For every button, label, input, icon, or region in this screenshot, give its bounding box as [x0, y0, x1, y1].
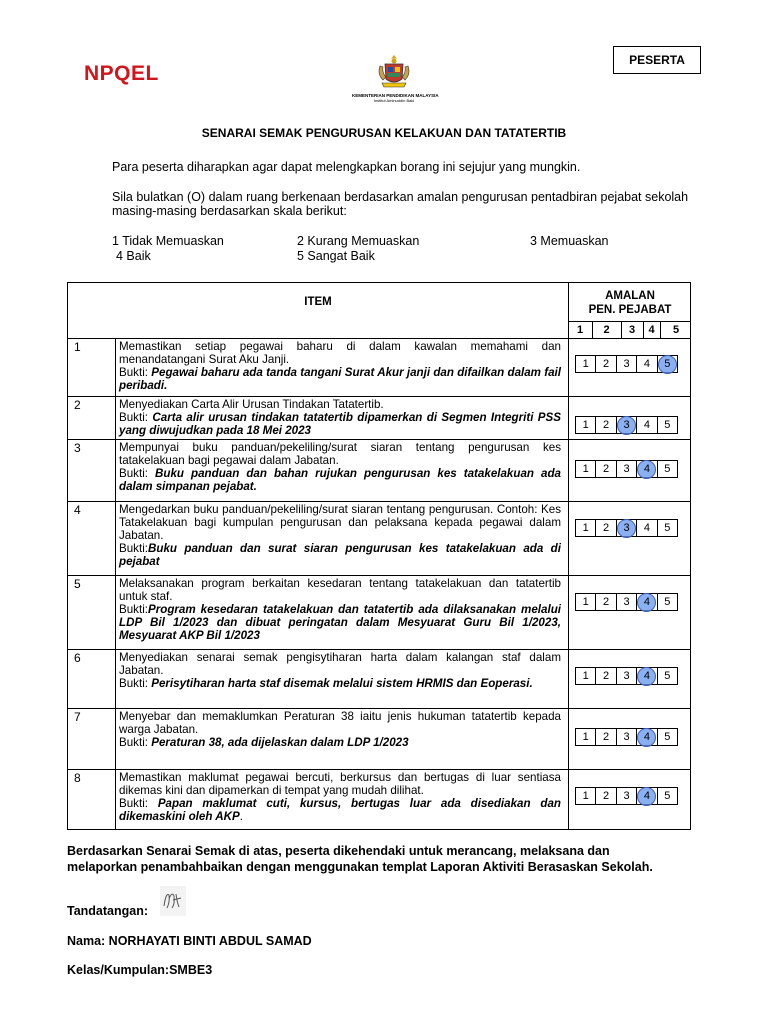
signature-label: Tandatangan:: [67, 904, 149, 918]
rating-option-label: 3: [623, 790, 630, 802]
rating-option-2[interactable]: [595, 461, 615, 477]
participant-class: Kelas/Kumpulan:SMBE3: [67, 963, 213, 977]
scale-3: 3 Memuaskan: [530, 234, 609, 248]
peserta-badge: PESERTA: [613, 46, 701, 74]
row-number: 1: [74, 340, 81, 354]
rating-scale: [575, 519, 678, 537]
row-description: Menyediakan Carta Alir Urusan Tindakan Tatatertib. Bukti: Carta alir urusan tindakan tatatertib dipamerkan di Segmen Integriti PSS yang diwujudkan pada 18 Mei 2023: [119, 398, 562, 437]
rating-option-2[interactable]: [595, 356, 615, 372]
rating-option-4[interactable]: [636, 356, 656, 372]
rating-option-5[interactable]: [657, 788, 677, 804]
rating-option-5[interactable]: [657, 356, 677, 372]
rating-option-3[interactable]: [616, 520, 636, 536]
rating-option-label: 3: [623, 522, 630, 534]
row-evidence: Buku panduan dan bahan rujukan pengurusan kes tatakelakuan ada dalam simpanan pejabat.: [119, 467, 561, 493]
rating-option-1[interactable]: [576, 520, 595, 536]
rating-option-1[interactable]: [576, 729, 595, 745]
rating-option-5[interactable]: [657, 461, 677, 477]
scale-5: 5 Sangat Baik: [297, 249, 375, 263]
header-scale-4: 4: [648, 324, 655, 336]
rating-option-2[interactable]: [595, 594, 615, 610]
row-number: 7: [74, 710, 81, 724]
rating-option-label: 5: [664, 670, 671, 682]
header-pen-pejabat: PEN. PEJABAT: [588, 304, 672, 316]
rating-option-5[interactable]: [657, 594, 677, 610]
row-number: 6: [74, 651, 81, 665]
rating-option-2[interactable]: [595, 520, 615, 536]
rating-option-label: 5: [664, 731, 671, 743]
rating-option-3[interactable]: [616, 417, 636, 433]
rating-option-label: 3: [623, 670, 630, 682]
rating-option-label: 3: [623, 596, 630, 608]
rating-scale: [575, 667, 678, 685]
rating-option-label: 1: [582, 522, 589, 534]
rating-option-label: 5: [664, 522, 671, 534]
row-evidence: Papan maklumat cuti, kursus, bertugas luar ada disediakan dan dikemaskini oleh AKP: [119, 797, 561, 823]
rating-option-label: 5: [664, 790, 671, 802]
rating-option-label: 1: [582, 596, 589, 608]
rating-option-3[interactable]: [616, 729, 636, 745]
row-number: 2: [74, 398, 81, 412]
rating-scale: [575, 416, 678, 434]
rating-scale: [575, 355, 678, 373]
rating-option-3[interactable]: [616, 668, 636, 684]
rating-option-label: 3: [623, 463, 630, 475]
participant-name: Nama: NORHAYATI BINTI ABDUL SAMAD: [67, 934, 312, 948]
rating-option-1[interactable]: [576, 788, 595, 804]
rating-option-label: 2: [603, 358, 610, 370]
crest-caption: KEMENTERIAN PENDIDIKAN MALAYSIA: [352, 93, 439, 98]
rating-option-3[interactable]: [616, 594, 636, 610]
row-evidence: Carta alir urusan tindakan tatatertib dipamerkan di Segmen Integriti PSS yang diwujudkan pada 18 Mei 2023: [119, 411, 562, 437]
rating-option-label: 4: [643, 358, 650, 370]
rating-option-label: 4: [643, 419, 650, 431]
rating-option-label: 2: [603, 463, 610, 475]
rating-option-label: 5: [664, 358, 671, 370]
header-scale-1: 1: [576, 324, 584, 336]
row-evidence: Pegawai baharu ada tanda tangani Surat Akur janji dan difailkan dalam fail peribadi.: [119, 366, 562, 392]
row-evidence: Program kesedaran tatakelakuan dan tatatertib ada dilaksanakan melalui LDP Bil 1/2023 dan dibuat peringatan dalam Mesyuarat Guru Bil 1/2023, Mesyuarat AKP Bil 1/2023: [119, 603, 561, 642]
rating-option-label: 4: [643, 522, 650, 534]
row-description: Menyediakan senarai semak pengisytiharan harta dalam kalangan staf dalam Jabatan. Bukti: Perisytiharan harta staf disemak melalui sistem HRMIS dan Eoperasi.: [119, 651, 561, 690]
row-description: Menyebar dan memaklumkan Peraturan 38 iaitu jenis hukuman tatatertib kepada warga Jabatan. Bukti: Peraturan 38, ada dijelaskan dalam LDP 1/2023: [119, 710, 561, 749]
rating-option-2[interactable]: [595, 788, 615, 804]
rating-option-label: 1: [582, 463, 589, 475]
rating-option-3[interactable]: [616, 356, 636, 372]
rating-option-label: 5: [664, 596, 671, 608]
signature-image: [160, 886, 186, 916]
row-number: 4: [74, 503, 81, 517]
rating-scale: [575, 460, 678, 478]
rating-option-4[interactable]: [636, 520, 656, 536]
rating-option-5[interactable]: [657, 668, 677, 684]
rating-option-label: 4: [643, 790, 650, 802]
rating-option-1[interactable]: [576, 594, 595, 610]
scale-2: 2 Kurang Memuaskan: [297, 234, 420, 248]
rating-option-label: 5: [664, 463, 671, 475]
rating-option-label: 1: [582, 358, 589, 370]
row-description: Melaksanakan program berkaitan kesedaran tentang tatakelakuan dan tatatertib untuk staf. Bukti:Program kesedaran tatakelakuan dan tatatertib ada dilaksanakan melalui LDP Bil 1/2023 dan dibuat peringatan dalam Mesyuarat Guru Bil 1/2023, Mesyuarat AKP Bil 1/2023: [119, 577, 561, 642]
row-number: 3: [74, 441, 81, 455]
row-number: 5: [74, 577, 81, 591]
checklist-table: [67, 282, 691, 830]
row-description: Mempunyai buku panduan/pekeliling/surat siaran tentang pengurusan kes tatakelakuan bagi pegawai dalam Jabatan. Bukti: Buku panduan dan bahan rujukan pengurusan kes tatakelakuan ada dalam simpanan pejabat.: [119, 441, 561, 493]
rating-option-label: 2: [603, 522, 610, 534]
npqel-logo: NPQEL: [84, 62, 159, 85]
rating-option-5[interactable]: [657, 729, 677, 745]
row-evidence: Peraturan 38, ada dijelaskan dalam LDP 1/2023: [151, 736, 409, 749]
rating-option-label: 4: [643, 463, 650, 475]
rating-option-1[interactable]: [576, 461, 595, 477]
rating-option-label: 2: [603, 670, 610, 682]
rating-option-4[interactable]: [636, 788, 656, 804]
rating-option-4[interactable]: [636, 594, 656, 610]
row-evidence: Buku panduan dan surat siaran pengurusan kes tatakelakuan ada di pejabat: [119, 542, 561, 568]
rating-option-5[interactable]: [657, 520, 677, 536]
footer-note: Berdasarkan Senarai Semak di atas, peserta dikehendaki untuk merancang, melaksana dan melaporkan penambahbaikan dengan menggunakan templat Laporan Aktiviti Berasaskan Sekolah.: [67, 844, 653, 874]
rating-scale: [575, 728, 678, 746]
rating-option-5[interactable]: [657, 417, 677, 433]
rating-option-2[interactable]: [595, 668, 615, 684]
scale-4: 4 Baik: [116, 249, 151, 263]
crest-subcaption: Institut Aminuddin Baki: [373, 98, 415, 103]
rating-option-2[interactable]: [595, 729, 615, 745]
row-description: Memastikan setiap pegawai baharu di dalam kawalan memahami dan menandatangani Surat Aku Janji. Bukti: Pegawai baharu ada tanda tangani Surat Akur janji dan difailkan dalam fail peribadi.: [119, 340, 562, 392]
header-scale-2: 2: [603, 324, 610, 336]
rating-option-label: 4: [643, 596, 650, 608]
rating-option-label: 4: [643, 731, 650, 743]
scale-1: 1 Tidak Memuaskan: [112, 234, 224, 248]
header-scale-3: 3: [628, 324, 636, 336]
row-evidence: Perisytiharan harta staf disemak melalui sistem HRMIS dan Eoperasi.: [151, 677, 533, 690]
row-description: Memastikan maklumat pegawai bercuti, berkursus dan bertugas di luar sentiasa dikemas kini dan dipamerkan di tempat yang mudah dilihat. Bukti: Papan maklumat cuti, kursus, bertugas luar ada disediakan dan dikemaskini oleh AKP.: [119, 771, 561, 823]
rating-option-3[interactable]: [616, 461, 636, 477]
header-scale-5: 5: [672, 324, 680, 336]
crest-emblem-icon: [374, 52, 414, 92]
intro-paragraph-1: Para peserta diharapkan agar dapat melengkapkan borang ini sejujur yang mungkin.: [112, 160, 581, 174]
header-amalan: AMALAN: [605, 290, 655, 302]
rating-option-label: 4: [643, 670, 650, 682]
rating-option-label: 2: [603, 731, 610, 743]
page-title: SENARAI SEMAK PENGURUSAN KELAKUAN DAN TATATERTIB: [201, 126, 567, 140]
rating-option-1[interactable]: [576, 356, 595, 372]
row-description: Mengedarkan buku panduan/pekeliling/surat siaran tentang pengurusan. Contoh: Kes Tatakelakuan bagi kumpulan pengurusan dan pelaksana kepada pegawai dalam Jabatan. Bukti:Buku panduan dan surat siaran pengurusan kes tatakelakuan ada di pejabat: [119, 503, 561, 568]
rating-option-4[interactable]: [636, 461, 656, 477]
rating-option-4[interactable]: [636, 668, 656, 684]
rating-option-1[interactable]: [576, 417, 595, 433]
rating-option-label: 1: [582, 731, 589, 743]
row-number: 8: [74, 771, 81, 785]
rating-option-3[interactable]: [616, 788, 636, 804]
rating-scale: [575, 593, 678, 611]
intro-paragraph-2: Sila bulatkan (O) dalam ruang berkenaan berdasarkan amalan pengurusan pentadbiran pejabat sekolah masing-masing berdasarkan skala berikut:: [112, 190, 689, 218]
rating-option-label: 3: [623, 731, 630, 743]
rating-option-4[interactable]: [636, 417, 656, 433]
rating-option-label: 1: [582, 790, 589, 802]
ministry-crest: [352, 52, 439, 124]
rating-option-1[interactable]: [576, 668, 595, 684]
rating-scale: [575, 787, 678, 805]
rating-option-label: 3: [623, 419, 630, 431]
rating-option-label: 1: [582, 670, 589, 682]
rating-option-4[interactable]: [636, 729, 656, 745]
rating-option-label: 2: [603, 596, 610, 608]
rating-option-2[interactable]: [595, 417, 615, 433]
rating-option-label: 3: [623, 358, 630, 370]
rating-option-label: 2: [603, 419, 610, 431]
rating-option-label: 2: [603, 790, 610, 802]
rating-option-label: 5: [664, 419, 671, 431]
header-item: ITEM: [304, 296, 332, 308]
rating-option-label: 1: [582, 419, 589, 431]
